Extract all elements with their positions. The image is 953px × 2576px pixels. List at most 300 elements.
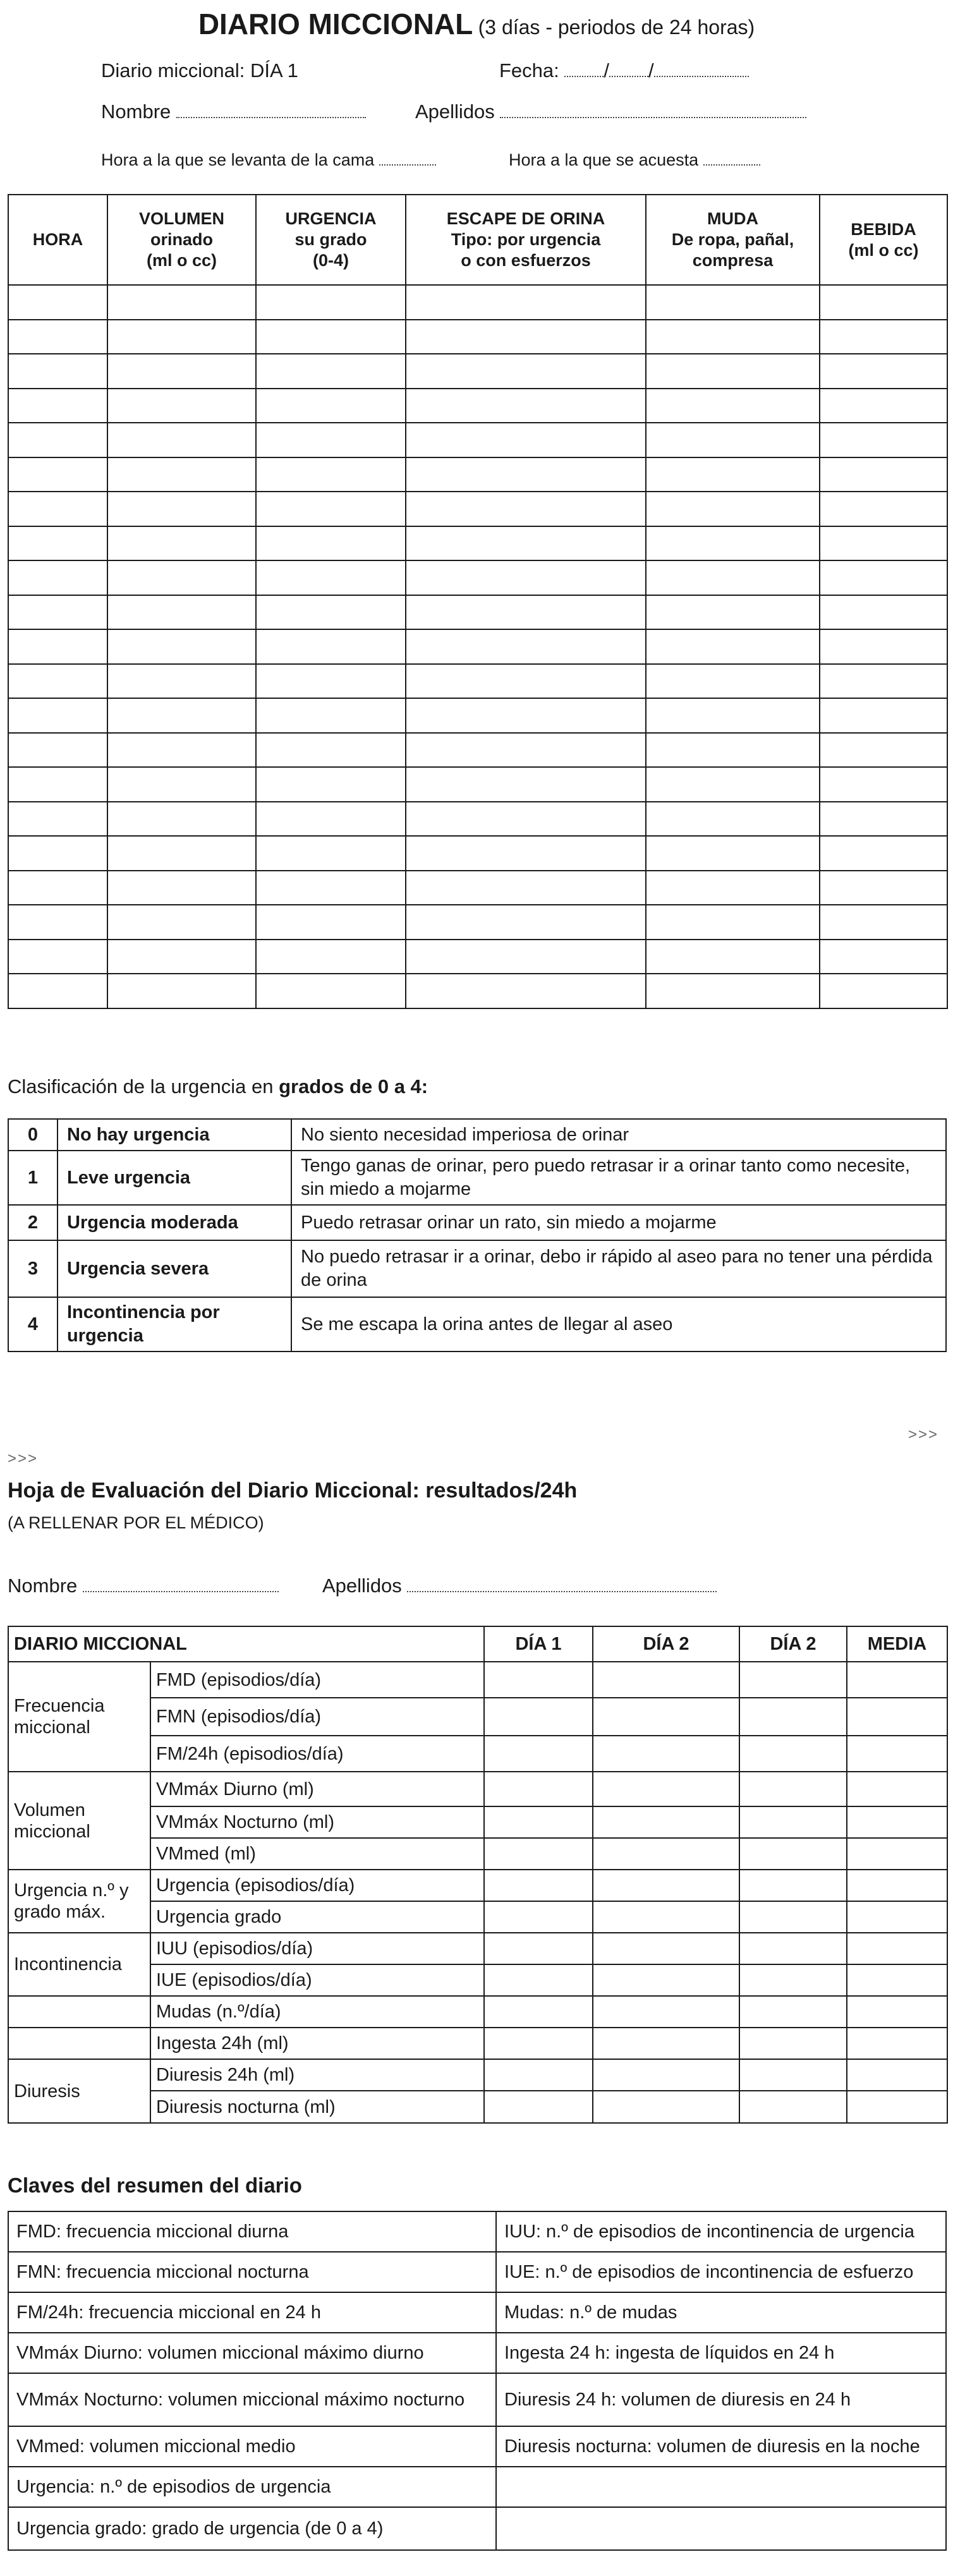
cell[interactable] [847,1964,947,1996]
surname-label: Apellidos [415,100,495,123]
diary-cell[interactable] [256,595,406,630]
urgency-grade-name: No hay urgencia [58,1119,291,1151]
diary-cell[interactable] [8,974,107,1008]
diary-cell[interactable] [406,905,646,940]
diary-cell[interactable] [107,664,256,699]
item-iuu: IUU (episodios/día) [150,1933,484,1964]
urgency-grade-name: Leve urgencia [58,1151,291,1205]
diary-cell[interactable] [406,698,646,733]
diary-cell[interactable] [406,802,646,837]
diary-cell[interactable] [256,733,406,768]
diary-cell[interactable] [646,389,820,423]
diary-cell[interactable] [820,526,947,561]
cell[interactable] [847,2059,947,2091]
evaluation-subtitle: (A RELLENAR POR EL MÉDICO) [8,1513,264,1532]
item-diuresis-nocturna: Diuresis nocturna (ml) [150,2091,484,2123]
group-frecuencia: Frecuencia miccional [8,1662,150,1772]
urgency-grade-name: Urgencia moderada [58,1205,291,1240]
diary-cell[interactable] [646,733,820,768]
cell[interactable] [593,1806,739,1838]
diary-cell[interactable] [8,836,107,871]
urgency-grade-number: 2 [8,1205,58,1240]
keys-row [8,2211,946,2252]
surname-field[interactable] [415,99,806,124]
eval-surname-field[interactable] [322,1573,717,1599]
diary-cell[interactable] [646,492,820,526]
diary-cell[interactable] [646,354,820,389]
diary-cell[interactable] [646,526,820,561]
cell[interactable] [484,1996,593,2028]
diary-cell[interactable] [8,698,107,733]
cell[interactable] [593,1698,739,1736]
diary-cell[interactable] [646,423,820,457]
diary-cell[interactable] [406,457,646,492]
diary-cell[interactable] [256,767,406,802]
eval-row [8,2059,947,2091]
diary-cell[interactable] [8,354,107,389]
cell[interactable] [847,1933,947,1964]
cell[interactable] [847,1806,947,1838]
diary-cell[interactable] [820,733,947,768]
diary-row [8,285,947,320]
item-fmn: FMN (episodios/día) [150,1698,484,1736]
cell[interactable] [847,1901,947,1933]
urgency-grade-description: Puedo retrasar orinar un rato, sin miedo a mojarme [291,1205,946,1240]
eval-row [8,1933,947,1964]
title-main: DIARIO MICCIONAL [198,8,473,40]
urgency-grade-number: 0 [8,1119,58,1151]
cell[interactable] [847,1996,947,2028]
diary-cell[interactable] [820,354,947,389]
name-label: Nombre [101,100,171,123]
cell[interactable] [484,1772,593,1806]
diary-cell[interactable] [406,664,646,699]
diary-cell[interactable] [646,664,820,699]
wake-time-field[interactable] [101,148,436,171]
diary-cell[interactable] [820,940,947,974]
cell[interactable] [484,1736,593,1772]
diary-cell[interactable] [406,974,646,1008]
diary-cell[interactable] [406,320,646,354]
cell[interactable] [739,1806,847,1838]
cell[interactable] [739,1964,847,1996]
diary-cell[interactable] [406,285,646,320]
diary-cell[interactable] [256,423,406,457]
cell[interactable] [739,1662,847,1698]
diary-row [8,320,947,354]
diary-cell[interactable] [107,698,256,733]
diary-cell[interactable] [8,423,107,457]
diary-row [8,492,947,526]
diary-col-header-line: ESCAPE DE ORINA [446,209,605,228]
eval-row [8,1662,947,1698]
diary-row [8,940,947,974]
key-definition: Diuresis nocturna: volumen de diuresis en la noche [496,2426,946,2467]
cell[interactable] [847,1772,947,1806]
urgency-grade-description: Tengo ganas de orinar, pero puedo retrasar ir a orinar tanto como necesite, sin miedo a mojarme [291,1151,946,1205]
diary-cell[interactable] [107,389,256,423]
diary-cell[interactable] [107,802,256,837]
diary-cell[interactable] [107,595,256,630]
cell[interactable] [484,2028,593,2059]
diary-cell[interactable] [820,285,947,320]
diary-cell[interactable] [8,389,107,423]
diary-cell[interactable] [646,767,820,802]
key-definition: IUE: n.º de episodios de incontinencia de esfuerzo [496,2252,946,2292]
diary-cell[interactable] [256,526,406,561]
cell[interactable] [847,1698,947,1736]
diary-row [8,595,947,630]
date-label: Fecha: [499,59,559,82]
cell[interactable] [593,1996,739,2028]
diary-cell[interactable] [820,905,947,940]
keys-title: Claves del resumen del diario [8,2174,302,2197]
diary-cell[interactable] [8,802,107,837]
diary-col-header [646,195,820,285]
diary-cell[interactable] [107,320,256,354]
diary-col-header-line: su grado [294,230,367,249]
diary-cell[interactable] [256,320,406,354]
cell[interactable] [847,1736,947,1772]
key-definition: VMmed: volumen miccional medio [8,2426,496,2467]
diary-cell[interactable] [8,320,107,354]
diary-cell[interactable] [107,354,256,389]
urgency-grade-name: Urgencia severa [58,1240,291,1297]
cell[interactable] [484,1933,593,1964]
diary-cell[interactable] [406,836,646,871]
diary-cell[interactable] [107,560,256,595]
diary-row [8,526,947,561]
diary-cell[interactable] [256,457,406,492]
diary-cell[interactable] [107,423,256,457]
diary-cell[interactable] [820,664,947,699]
cell[interactable] [593,1870,739,1901]
date-sep-1: / [604,59,610,82]
diary-cell[interactable] [820,389,947,423]
diary-cell[interactable] [646,457,820,492]
urgency-row [8,1119,946,1151]
diary-cell[interactable] [646,802,820,837]
diary-cell[interactable] [8,664,107,699]
cell[interactable] [484,1901,593,1933]
cell[interactable] [593,1662,739,1698]
diary-cell[interactable] [8,629,107,664]
item-vmmed: VMmed (ml) [150,1838,484,1870]
eval-col-dia3: DÍA 2 [739,1626,847,1662]
keys-table [8,2211,947,2551]
diary-cell[interactable] [256,492,406,526]
eval-name-field[interactable] [8,1573,279,1599]
key-definition [496,2507,946,2550]
diary-cell[interactable] [820,492,947,526]
date-field[interactable] [499,58,749,83]
group-incontinencia: Incontinencia [8,1933,150,1996]
diary-body [8,285,947,1008]
cell[interactable] [593,2091,739,2123]
diary-cell[interactable] [820,629,947,664]
urgency-row [8,1205,946,1240]
diary-cell[interactable] [8,905,107,940]
diary-cell[interactable] [8,595,107,630]
cell[interactable] [593,2028,739,2059]
cell[interactable] [484,1662,593,1698]
urgency-intro-bold: grados de 0 a 4: [279,1075,428,1098]
cell[interactable] [739,1838,847,1870]
diary-cell[interactable] [107,526,256,561]
diary-row [8,974,947,1008]
diary-cell[interactable] [820,802,947,837]
cell[interactable] [739,1698,847,1736]
cell[interactable] [739,1933,847,1964]
cell[interactable] [739,2091,847,2123]
cell[interactable] [484,1964,593,1996]
keys-row [8,2467,946,2507]
diary-cell[interactable] [107,767,256,802]
eval-row [8,1996,947,2028]
key-definition: FMD: frecuencia miccional diurna [8,2211,496,2252]
cell[interactable] [847,2091,947,2123]
diary-cell[interactable] [406,767,646,802]
diary-cell[interactable] [256,802,406,837]
eval-col-diario: DIARIO MICCIONAL [8,1626,484,1662]
key-definition: Urgencia: n.º de episodios de urgencia [8,2467,496,2507]
key-definition: Mudas: n.º de mudas [496,2292,946,2333]
title-subtitle: (3 días - periodos de 24 horas) [478,16,755,39]
diary-cell[interactable] [256,905,406,940]
diary-cell[interactable] [107,285,256,320]
diary-row [8,905,947,940]
diary-col-header-line: (ml o cc) [146,251,217,270]
cell[interactable] [847,1838,947,1870]
diary-row [8,560,947,595]
urgency-grade-number: 3 [8,1240,58,1297]
diary-cell[interactable] [8,940,107,974]
urgency-grade-description: Se me escapa la orina antes de llegar al aseo [291,1297,946,1351]
diary-col-header [820,195,947,285]
diary-row [8,389,947,423]
diary-cell[interactable] [646,836,820,871]
diary-cell[interactable] [107,940,256,974]
diary-cell[interactable] [646,285,820,320]
keys-row [8,2507,946,2550]
sleep-time-label: Hora a la que se acuesta [509,150,699,169]
diary-cell[interactable] [820,974,947,1008]
diary-col-header [406,195,646,285]
diary-cell[interactable] [646,974,820,1008]
diary-cell[interactable] [406,354,646,389]
item-ingesta: Ingesta 24h (ml) [150,2028,484,2059]
cell[interactable] [739,1772,847,1806]
diary-cell[interactable] [820,836,947,871]
diary-cell[interactable] [8,457,107,492]
eval-header-row [8,1626,947,1662]
diary-cell[interactable] [820,767,947,802]
diary-cell[interactable] [8,285,107,320]
cell[interactable] [484,2091,593,2123]
diary-cell[interactable] [820,595,947,630]
cell[interactable] [739,1870,847,1901]
cell[interactable] [847,1662,947,1698]
diary-cell[interactable] [256,940,406,974]
diary-cell[interactable] [820,423,947,457]
eval-col-dia2: DÍA 2 [593,1626,739,1662]
eval-col-dia1: DÍA 1 [484,1626,593,1662]
diary-cell[interactable] [256,354,406,389]
diary-col-header-line: o con esfuerzos [461,251,591,270]
key-definition: FMN: frecuencia miccional nocturna [8,2252,496,2292]
diary-cell[interactable] [646,629,820,664]
name-field[interactable] [101,99,366,124]
cell[interactable] [739,1996,847,2028]
cell[interactable] [847,2028,947,2059]
diary-cell[interactable] [107,974,256,1008]
urgency-row [8,1240,946,1297]
diary-cell[interactable] [107,905,256,940]
diary-col-header-line: orinado [150,230,213,249]
group-empty-2 [8,2028,150,2059]
cell[interactable] [484,1838,593,1870]
cell[interactable] [484,1870,593,1901]
diary-cell[interactable] [8,733,107,768]
diary-cell[interactable] [646,905,820,940]
diary-cell[interactable] [8,526,107,561]
diary-cell[interactable] [8,560,107,595]
diary-cell[interactable] [406,423,646,457]
diary-col-header [107,195,256,285]
diary-header-row [8,195,947,285]
diary-cell[interactable] [646,320,820,354]
urgency-grade-description: No puedo retrasar ir a orinar, debo ir rápido al aseo para no tener una pérdida de orina [291,1240,946,1297]
diary-cell[interactable] [107,871,256,905]
eval-row [8,1772,947,1806]
diary-cell[interactable] [406,595,646,630]
urgency-intro-text: Clasificación de la urgencia en [8,1075,279,1098]
diary-cell[interactable] [107,629,256,664]
diary-row [8,767,947,802]
sleep-time-field[interactable] [509,148,760,171]
diary-col-header-line: (ml o cc) [848,240,919,260]
diary-cell[interactable] [256,698,406,733]
keys-row [8,2252,946,2292]
diary-cell[interactable] [406,629,646,664]
group-empty-1 [8,1996,150,2028]
diary-row [8,733,947,768]
cell[interactable] [593,1736,739,1772]
cell[interactable] [484,2059,593,2091]
diary-cell[interactable] [8,492,107,526]
keys-row [8,2426,946,2467]
diary-col-header-line: HORA [32,230,83,249]
key-definition [496,2467,946,2507]
cell[interactable] [739,1901,847,1933]
item-urgencia-grado: Urgencia grado [150,1901,484,1933]
cell[interactable] [739,2059,847,2091]
keys-row [8,2373,946,2426]
diary-cell[interactable] [646,698,820,733]
diary-cell[interactable] [820,560,947,595]
diary-cell[interactable] [256,629,406,664]
urgency-row [8,1297,946,1351]
cell[interactable] [484,1806,593,1838]
diary-cell[interactable] [107,457,256,492]
eval-row [8,1870,947,1901]
diary-col-header [8,195,107,285]
diary-cell[interactable] [406,526,646,561]
diary-cell[interactable] [107,492,256,526]
diary-cell[interactable] [256,285,406,320]
diary-cell[interactable] [406,733,646,768]
cell[interactable] [739,2028,847,2059]
diary-cell[interactable] [646,871,820,905]
cell[interactable] [593,1838,739,1870]
diary-cell[interactable] [406,871,646,905]
diary-cell[interactable] [820,457,947,492]
urgency-table [8,1118,947,1352]
arrows-right: >>> [908,1426,939,1443]
key-definition: VMmáx Nocturno: volumen miccional máximo nocturno [8,2373,496,2426]
diary-row [8,629,947,664]
urgency-grade-description: No siento necesidad imperiosa de orinar [291,1119,946,1151]
diary-col-header-line: De ropa, pañal, [671,230,794,249]
item-iue: IUE (episodios/día) [150,1964,484,1996]
item-vmmax-nocturno: VMmáx Nocturno (ml) [150,1806,484,1838]
diary-cell[interactable] [406,940,646,974]
diary-row [8,664,947,699]
cell[interactable] [593,1964,739,1996]
cell[interactable] [593,1901,739,1933]
diary-cell[interactable] [820,698,947,733]
diary-cell[interactable] [107,733,256,768]
key-definition: VMmáx Diurno: volumen miccional máximo diurno [8,2333,496,2373]
key-definition: IUU: n.º de episodios de incontinencia de urgencia [496,2211,946,2252]
diary-cell[interactable] [107,836,256,871]
diary-cell[interactable] [646,595,820,630]
diary-cell[interactable] [646,940,820,974]
diary-cell[interactable] [256,664,406,699]
diary-cell[interactable] [256,389,406,423]
item-vmmax-diurno: VMmáx Diurno (ml) [150,1772,484,1806]
diary-cell[interactable] [406,389,646,423]
cell[interactable] [593,1772,739,1806]
arrows-left: >>> [8,1450,39,1467]
diary-cell[interactable] [406,560,646,595]
diary-cell[interactable] [256,560,406,595]
keys-row [8,2333,946,2373]
cell[interactable] [739,1736,847,1772]
cell[interactable] [847,1870,947,1901]
diary-cell[interactable] [8,767,107,802]
diary-cell[interactable] [406,492,646,526]
cell[interactable] [593,2059,739,2091]
diary-row [8,836,947,871]
cell[interactable] [484,1698,593,1736]
diary-cell[interactable] [256,974,406,1008]
key-definition: Urgencia grado: grado de urgencia (de 0 a 4) [8,2507,496,2550]
diary-cell[interactable] [256,836,406,871]
wake-time-label: Hora a la que se levanta de la cama [101,150,375,169]
diary-cell[interactable] [820,871,947,905]
diary-cell[interactable] [646,560,820,595]
diary-cell[interactable] [256,871,406,905]
key-definition: Ingesta 24 h: ingesta de líquidos en 24 h [496,2333,946,2373]
diary-cell[interactable] [820,320,947,354]
diary-col-header-line: URGENCIA [285,209,377,228]
evaluation-table [8,1626,948,2124]
diary-col-header-line: Tipo: por urgencia [451,230,601,249]
diary-cell[interactable] [8,871,107,905]
diary-row [8,423,947,457]
cell[interactable] [593,1933,739,1964]
